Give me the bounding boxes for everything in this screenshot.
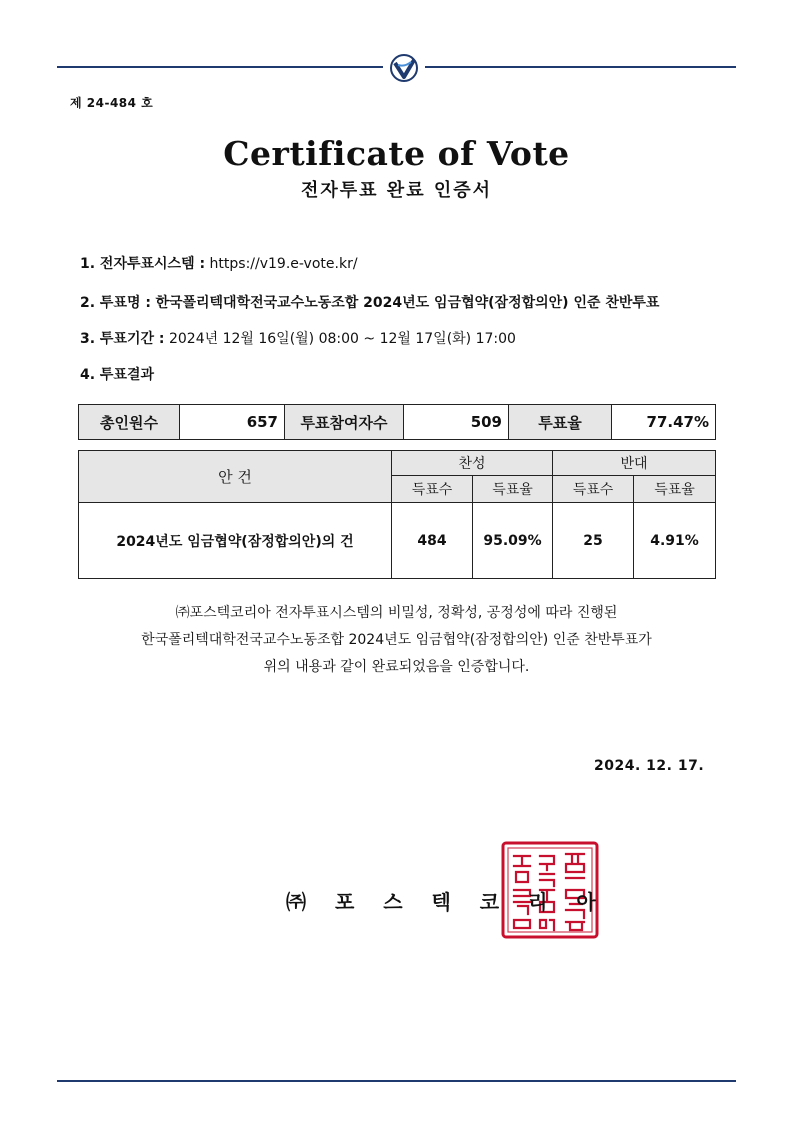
- statement-line: ㈜포스텍코리아 전자투표시스템의 비밀성, 정확성, 공정성에 따라 진행된: [175, 605, 618, 621]
- item-vote-result: [80, 364, 154, 384]
- agenda-header: 안 건: [79, 451, 392, 503]
- against-rate-cell: 4.91%: [634, 503, 716, 579]
- certification-statement: [0, 600, 793, 681]
- for-votes-header: 득표수: [392, 476, 473, 503]
- rate-label: 투표율: [509, 405, 612, 440]
- top-rule-left: [57, 66, 383, 68]
- rate-value: 77.47%: [612, 405, 716, 440]
- statement-line: 위의 내용과 같이 완료되었음을 인증합니다.: [263, 659, 530, 675]
- top-rule-right: [425, 66, 736, 68]
- results-table: [78, 450, 716, 579]
- issue-date: 2024. 12. 17.: [594, 758, 705, 774]
- for-rate-cell: 95.09%: [473, 503, 553, 579]
- against-header: 반대: [553, 451, 716, 476]
- for-header: 찬성: [392, 451, 553, 476]
- item-value: 2024년 12월 16일(월) 08:00 ~ 12월 17일(화) 17:00: [168, 331, 516, 347]
- agenda-cell: 2024년도 임금협약(잠정합의안)의 건: [79, 503, 392, 579]
- certificate-title: Certificate of Vote: [223, 134, 570, 173]
- item-system: [80, 253, 358, 273]
- item-label: 4. 투표결과: [80, 367, 155, 383]
- participants-value: 509: [404, 405, 509, 440]
- document-number: 제 24-484 호: [70, 96, 154, 110]
- for-votes-cell: 484: [392, 503, 473, 579]
- participants-label: 투표참여자수: [285, 405, 404, 440]
- bottom-rule: [57, 1080, 736, 1082]
- item-label: 2. 투표명 :: [80, 295, 151, 311]
- certificate-subtitle: 전자투표 완료 인증서: [300, 180, 493, 201]
- item-vote-period: [80, 328, 516, 348]
- against-votes-header: 득표수: [553, 476, 634, 503]
- total-value: 657: [180, 405, 285, 440]
- item-value: 한국폴리텍대학전국교수노동조합 2024년도 임금협약(잠정합의안) 인준 찬반투표: [155, 295, 660, 311]
- summary-table: [78, 404, 716, 440]
- for-rate-header: 득표율: [473, 476, 553, 503]
- company-name: ㈜ 포 스 텍 코 리 아: [286, 890, 607, 914]
- against-rate-header: 득표율: [634, 476, 716, 503]
- e-vote-logo-icon: [389, 53, 419, 83]
- item-vote-name: [80, 292, 659, 312]
- item-label: 3. 투표기간 :: [80, 331, 165, 347]
- against-votes-cell: 25: [553, 503, 634, 579]
- statement-line: 한국폴리텍대학전국교수노동조합 2024년도 임금협약(잠정합의안) 인준 찬반투표가: [141, 632, 652, 648]
- item-value[interactable]: https://v19.e-vote.kr/: [209, 256, 358, 272]
- item-label: 1. 전자투표시스템 :: [80, 256, 206, 272]
- total-label: 총인원수: [79, 405, 180, 440]
